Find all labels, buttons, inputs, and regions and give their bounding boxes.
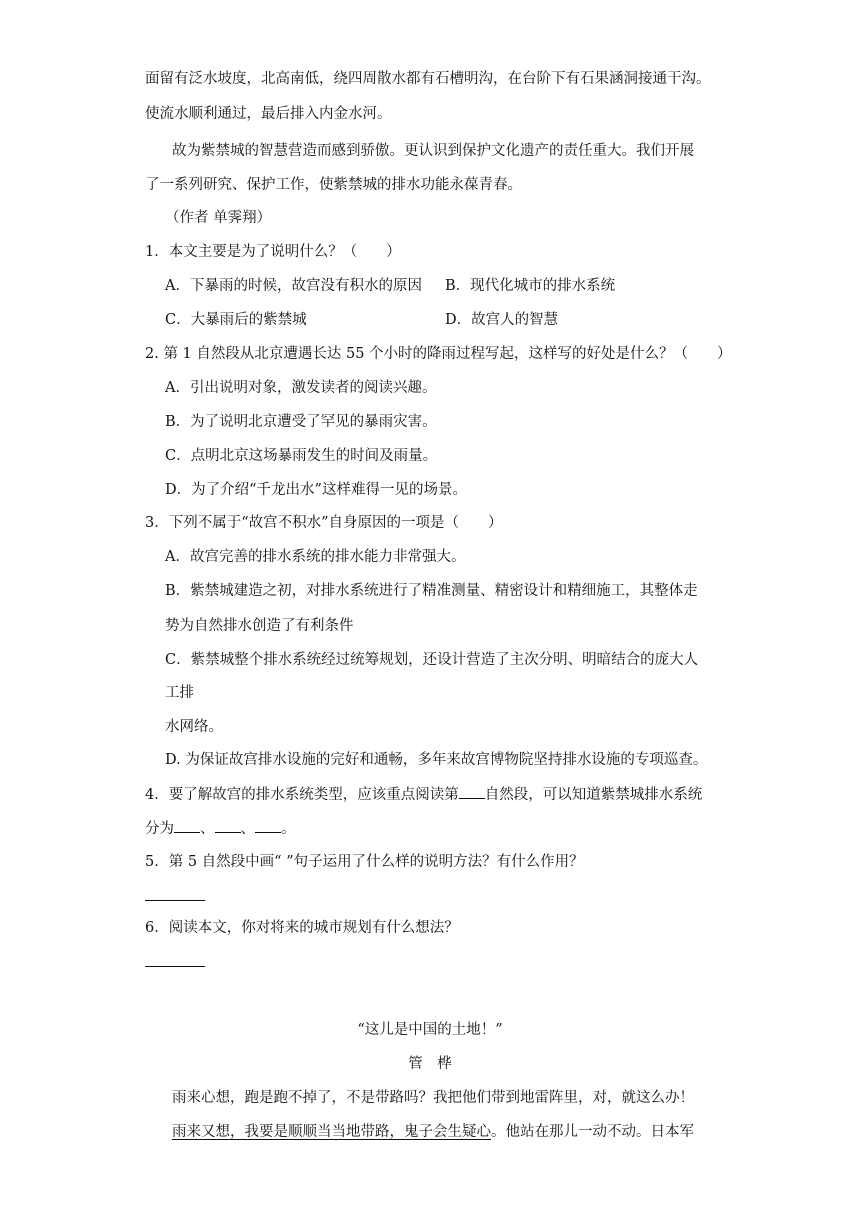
question-1-option-a: A．下暴雨的时候，故宫没有积水的原因 (165, 278, 422, 294)
passage2-text-line: 雨来心想，跑是跑不掉了，不是带路吗？我把他们带到地雷阵里，对，就这么办！ (172, 1090, 694, 1106)
answer-blank[interactable] (215, 818, 241, 833)
passage1-text-line: 故为紫禁城的智慧营造而感到骄傲。更认识到保护文化遗产的责任重大。我们开展 (172, 143, 694, 159)
passage2-text: 。他站在那儿一动不动。日本军 (491, 1124, 694, 1140)
question-3-option-c-cont: 水网络。 (165, 719, 223, 735)
passage1-text-line: 了一系列研究、保护工作，使紫禁城的排水功能永葆青春。 (145, 177, 522, 193)
question-2-option-c: C．点明北京这场暴雨发生的时间及雨量。 (165, 448, 438, 464)
underlined-sentence: 雨来又想，我要是顺顺当当地带路，鬼子会生疑心 (172, 1124, 491, 1140)
answer-blank[interactable] (255, 818, 281, 833)
question-3-stem: 3．下列不属于“故宫不积水”自身原因的一项是（ ） (145, 515, 503, 531)
passage2-text-line (172, 1122, 694, 1142)
answer-blank[interactable] (174, 818, 200, 833)
question-3-option-c: C．紫禁城整个排水系统经过统筹规划，还设计营造了主次分明、明暗结合的庞大人 (165, 652, 699, 668)
separator: 、 (240, 821, 255, 837)
question-2-stem: 2. 第 1 自然段从北京遭遇长达 55 个小时的降雨过程写起，这样写的好处是什么？（ ） (145, 346, 732, 362)
question-3-option-b: B．紫禁城建造之初，对排水系统进行了精准测量、精密设计和精细施工，其整体走 (165, 583, 698, 599)
question-4-text: 自然段，可以知道紫禁城排水系统 (484, 787, 703, 803)
answer-line[interactable] (145, 966, 205, 967)
question-3-option-d: D. 为保证故宫排水设施的完好和通畅，多年来故宫博物院坚持排水设施的专项巡查。 (165, 752, 708, 768)
question-2-option-d: D．为了介绍“千龙出水”这样难得一见的场景。 (165, 482, 467, 498)
question-1-option-d: D．故宫人的智慧 (445, 312, 559, 328)
passage2-title: “这儿是中国的土地！” (357, 1022, 503, 1038)
passage1-author: （作者 单霁翔） (165, 210, 272, 226)
question-3-option-b-cont: 势为自然排水创造了有利条件 (165, 618, 354, 634)
question-4-text: 4．要了解故宫的排水系统类型，应该重点阅读第 (145, 787, 459, 803)
question-5-stem: 5．第 5 自然段中画“ ”句子运用了什么样的说明方法？有什么作用？ (145, 854, 584, 870)
passage1-text-line: 使流水顺利通过，最后排入内金水河。 (145, 106, 392, 122)
answer-blank[interactable] (459, 784, 485, 799)
question-3-option-c-cont: 工排 (165, 685, 194, 701)
question-6-stem: 6．阅读本文，你对将来的城市规划有什么想法？ (145, 920, 459, 936)
passage2-author: 管 桦 (408, 1056, 452, 1072)
separator: 、 (200, 821, 215, 837)
answer-line[interactable] (145, 900, 205, 901)
question-4-line-2 (145, 818, 296, 839)
question-1-stem: 1．本文主要是为了说明什么？（ ） (145, 244, 401, 260)
question-2-option-a: A．引出说明对象，激发读者的阅读兴趣。 (165, 380, 437, 396)
period: 。 (281, 821, 296, 837)
passage1-text-line: 面留有泛水坡度，北高南低，绕四周散水都有石槽明沟，在台阶下有石果涵洞接通干沟。 (145, 71, 711, 87)
question-4-text: 分为 (145, 821, 174, 837)
question-3-option-a: A．故宫完善的排水系统的排水能力非常强大。 (165, 549, 466, 565)
question-4-line-1 (145, 784, 702, 805)
question-2-option-b: B．为了说明北京遭受了罕见的暴雨灾害。 (165, 414, 437, 430)
question-1-option-c: C．大暴雨后的紫禁城 (165, 312, 307, 328)
question-1-option-b: B．现代化城市的排水系统 (445, 278, 616, 294)
